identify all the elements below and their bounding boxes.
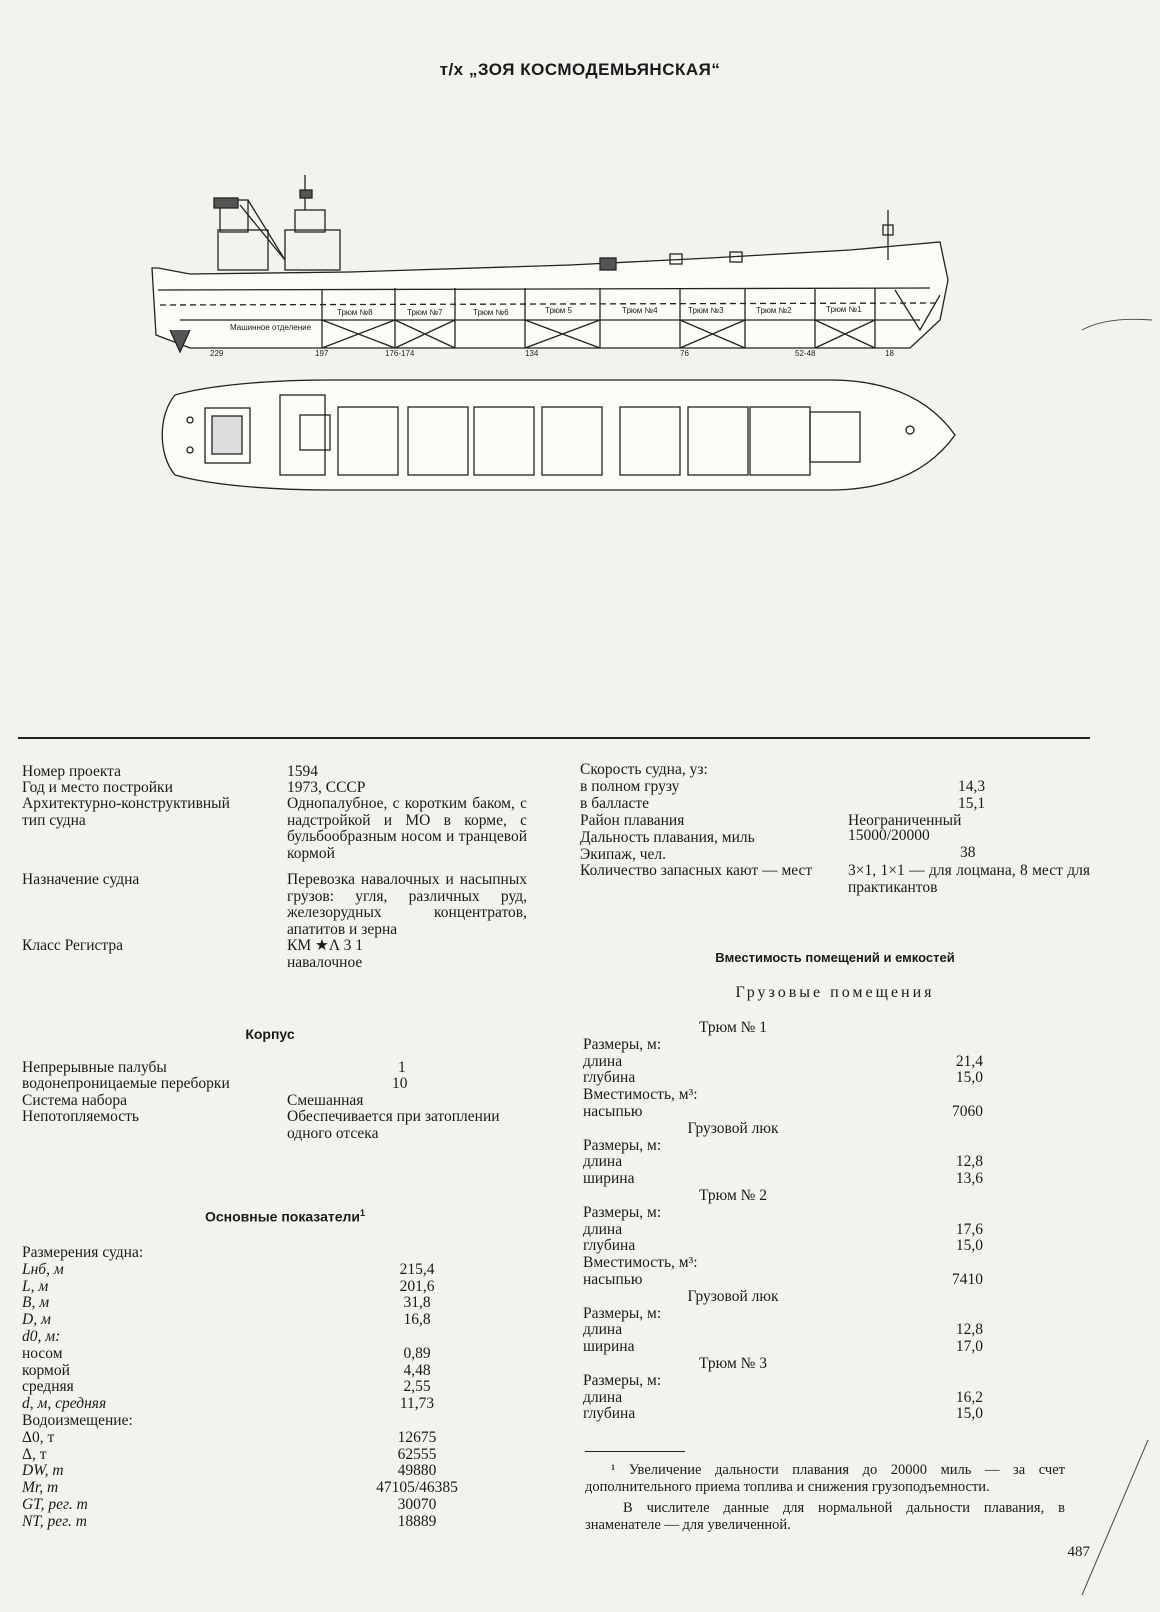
spec-label: глубина	[583, 1069, 636, 1087]
spec-label: Непотопляемость	[22, 1108, 139, 1125]
hold-label: Трюм №2	[756, 306, 792, 315]
spec-value: 15,0	[955, 1237, 983, 1255]
spec-row	[22, 1279, 542, 1296]
spec-value: Перевозка навалочных и насыпных грузов: угля, различных руд, железорудных концентратов, апатитов и зерна	[287, 871, 527, 938]
spec-value: 62555	[397, 1445, 437, 1463]
spec-value: 12,8	[955, 1153, 983, 1171]
spec-label: кормой	[22, 1361, 70, 1379]
hold-label: Трюм №6	[473, 308, 509, 317]
spec-value: Смешанная	[287, 1092, 364, 1109]
main-heading	[0, 1208, 570, 1225]
spec-value: 4,48	[403, 1361, 431, 1379]
spec-label: Mr, т	[22, 1479, 59, 1497]
spec-label: B, м	[22, 1294, 50, 1312]
frame-label: 229	[210, 349, 224, 358]
spec-row	[583, 1406, 1013, 1423]
spec-value: 17,6	[955, 1220, 983, 1238]
spec-row	[22, 1363, 542, 1380]
spec-label: ширина	[583, 1338, 635, 1356]
hold-label: Трюм №3	[688, 306, 724, 315]
spec-row	[583, 1255, 1013, 1272]
spec-label: Непрерывные палубы	[22, 1059, 167, 1076]
hold-label: Трюм №1	[826, 305, 862, 314]
hold-label: Трюм №7	[407, 308, 443, 317]
spec-label: Система набора	[22, 1092, 128, 1109]
spec-row	[22, 1396, 542, 1413]
spec-label: Размеры, м:	[583, 1136, 662, 1154]
hold-label: Трюм №4	[622, 306, 658, 315]
spec-label: в полном грузу	[580, 778, 680, 795]
spec-value	[362, 1245, 472, 1262]
spec-value: 30070	[397, 1495, 437, 1513]
section-divider	[18, 737, 1090, 739]
spec-value: 47105/46385	[376, 1479, 458, 1497]
footnote-rule	[585, 1451, 685, 1452]
spec-label: глубина	[583, 1237, 636, 1255]
footnote-ref: 1	[360, 1208, 366, 1218]
spec-row	[22, 1329, 542, 1346]
ship-drawing	[150, 170, 980, 510]
spec-value: 21,4	[955, 1052, 983, 1070]
spec-row	[22, 1463, 542, 1480]
spec-value: 15,0	[955, 1069, 983, 1087]
frame-label: 18	[885, 349, 894, 358]
spec-row	[583, 1306, 1013, 1323]
spec-label: Дальность плавания, миль	[580, 829, 755, 846]
spec-row	[22, 1514, 542, 1531]
spec-label: длина	[583, 1220, 623, 1238]
spec-label: в балласте	[580, 795, 649, 812]
spec-label: Размеры, м:	[583, 1371, 662, 1389]
spec-value: 215,4	[399, 1260, 435, 1278]
spec-row	[583, 1054, 1013, 1071]
spec-label: GT, рег. т	[22, 1495, 88, 1513]
spec-label: Размеры, м:	[583, 1203, 662, 1221]
spec-value	[923, 1255, 983, 1272]
spec-value: 0,89	[403, 1344, 431, 1362]
section-title: Трюм № 1	[698, 1019, 768, 1036]
spec-row	[22, 1497, 542, 1514]
spec-row	[583, 1238, 1013, 1255]
frame-label: 52-48	[795, 349, 816, 358]
spec-value	[362, 1329, 472, 1346]
spec-value: 16,2	[955, 1388, 983, 1406]
spec-value: 31,8	[403, 1294, 431, 1312]
scan-mark	[1080, 1440, 1150, 1600]
footnote-1: ¹ Увеличение дальности плавания до 20000 миль — за счет дополнительного приема топлива и снижения грузоподъемности.	[585, 1462, 1065, 1495]
spec-label: Δ, т	[22, 1445, 47, 1463]
spec-label: глубина	[583, 1405, 636, 1423]
spec-value: 201,6	[399, 1277, 435, 1295]
engine-room-label: Машинное отделение	[230, 323, 312, 332]
section-title: Трюм № 2	[698, 1186, 768, 1204]
spec-label: Водоизмещение:	[22, 1411, 133, 1429]
spec-value: 11,73	[399, 1395, 435, 1413]
spec-value: 3×1, 1×1 — для лоцмана, 8 мест для практикантов	[848, 862, 1090, 896]
spec-row	[22, 1480, 542, 1497]
spec-value: 1594	[287, 763, 318, 780]
spec-row	[22, 1447, 542, 1464]
spec-row	[22, 1312, 542, 1329]
spec-label: d0, м:	[22, 1327, 61, 1345]
spec-value: 17,0	[955, 1338, 983, 1356]
capacity-heading: Вместимость помещений и емкостей	[715, 950, 955, 965]
page-number: 487	[1067, 1544, 1090, 1560]
spec-row	[583, 1087, 1013, 1104]
spec-label: Назначение судна	[22, 871, 140, 888]
spec-value: Неограниченный	[848, 812, 962, 829]
spec-value: 10	[392, 1075, 408, 1092]
spec-value: 18889	[397, 1512, 437, 1530]
spec-row	[583, 1373, 1013, 1390]
hull-heading: Корпус	[245, 1026, 295, 1042]
spec-row	[22, 1295, 542, 1312]
spec-label: насыпью	[583, 1102, 643, 1120]
spec-label: Lнб, м	[22, 1260, 64, 1278]
main-heading-text: Основные показатели	[204, 1208, 361, 1225]
spec-value	[923, 1087, 983, 1104]
spec-label: Год и место постройки	[22, 779, 173, 796]
spec-row	[583, 1322, 1013, 1339]
spec-label: Количество запасных кают — мест	[580, 862, 813, 879]
spec-label: Номер проекта	[22, 763, 121, 780]
spec-row	[583, 1070, 1013, 1087]
spec-value	[923, 1306, 983, 1323]
spec-label: Размеры, м:	[583, 1304, 662, 1322]
spec-value: 14,3	[958, 778, 986, 795]
spec-value: 12675	[397, 1428, 437, 1446]
spec-label: Размерения судна:	[22, 1244, 144, 1261]
spec-value: 2,55	[403, 1378, 431, 1396]
spec-value: 7410	[952, 1270, 983, 1288]
spec-row	[583, 1272, 1013, 1289]
spec-label: длина	[583, 1052, 623, 1070]
spec-row	[583, 1171, 1013, 1188]
section-title: Трюм № 3	[698, 1354, 768, 1372]
spec-label: d, м, средняя	[22, 1395, 107, 1413]
spec-label: Δ0, т	[22, 1428, 55, 1446]
spec-label: Вместимость, м³:	[583, 1254, 698, 1272]
main-specs	[22, 1245, 542, 1531]
frame-label: 197	[315, 349, 329, 358]
cargo-holds-list	[583, 1020, 1013, 1423]
spec-row	[583, 1390, 1013, 1407]
spec-value	[923, 1205, 983, 1222]
spec-row	[22, 1245, 542, 1262]
spec-row	[22, 1379, 542, 1396]
plan-view	[162, 380, 955, 490]
spec-value: 38	[960, 844, 976, 861]
spec-value	[923, 1138, 983, 1155]
hold-label: Трюм 5	[545, 306, 572, 315]
spec-label: ширина	[583, 1170, 635, 1188]
spec-value: 15000/20000	[848, 827, 930, 844]
spec-row	[583, 1104, 1013, 1121]
spec-label: длина	[583, 1388, 623, 1406]
spec-value	[362, 1413, 472, 1430]
spec-value: 7060	[952, 1102, 983, 1120]
spec-label: носом	[22, 1344, 63, 1362]
spec-label: длина	[583, 1153, 623, 1171]
spec-value: 1	[398, 1059, 406, 1076]
spec-value: Однопалубное, с коротким баком, с надстройкой и МО в корме, с бульбообразным носом и транцевой кормой	[287, 795, 527, 862]
spec-value: 49880	[397, 1462, 437, 1480]
spec-row	[583, 1205, 1013, 1222]
spec-row	[22, 1346, 542, 1363]
spec-row	[583, 1154, 1013, 1171]
spec-label: NT, рег. т	[22, 1512, 87, 1530]
spec-label: DW, т	[22, 1462, 64, 1480]
footnote-2: В числителе данные для нормальной дальности плавания, в знаменателе — для увеличенной.	[585, 1500, 1065, 1533]
spec-label: Размеры, м:	[583, 1035, 662, 1053]
spec-row	[583, 1222, 1013, 1239]
spec-row	[583, 1339, 1013, 1356]
spec-value: 15,1	[958, 795, 986, 812]
spec-label: L, м	[22, 1277, 49, 1295]
frame-label: 176-174	[385, 349, 415, 358]
section-title: Грузовой люк	[687, 1287, 779, 1305]
scan-mark	[1080, 300, 1155, 340]
spec-label: средняя	[22, 1378, 74, 1396]
spec-row	[22, 1262, 542, 1279]
spec-label: насыпью	[583, 1270, 643, 1288]
frame-label: 134	[525, 349, 539, 358]
spec-row	[22, 1430, 542, 1447]
spec-value: 1973, СССР	[287, 779, 366, 796]
frame-label: 76	[680, 349, 689, 358]
spec-row	[22, 1413, 542, 1430]
spec-label: Район плавания	[580, 812, 685, 829]
spec-label: Экипаж, чел.	[580, 846, 666, 863]
spec-row	[583, 1138, 1013, 1155]
section-title: Грузовой люк	[687, 1119, 779, 1137]
spec-value: Обеспечивается при затоплении одного отсека	[287, 1108, 500, 1142]
spec-label: Скорость судна, уз:	[580, 761, 708, 778]
spec-label: Архитектурно-конструктивный тип судна	[22, 795, 230, 829]
spec-label: D, м	[22, 1311, 51, 1329]
spec-value: 13,6	[955, 1170, 983, 1188]
spec-value: 15,0	[955, 1405, 983, 1423]
hold-label: Трюм №8	[337, 308, 373, 317]
spec-label: Класс Регистра	[22, 937, 124, 954]
page-title: т/х „ЗОЯ КОСМОДЕМЬЯНСКАЯ“	[439, 60, 721, 79]
spec-value	[923, 1373, 983, 1390]
spec-row	[583, 1037, 1013, 1054]
capacity-subheading: Грузовые помещения	[735, 984, 935, 1001]
spec-value	[923, 1037, 983, 1054]
spec-label: длина	[583, 1321, 623, 1339]
spec-label: Вместимость, м³:	[583, 1086, 698, 1104]
spec-value: 16,8	[403, 1311, 431, 1329]
spec-value: КМ ★Λ 3 1 навалочное	[287, 937, 363, 971]
spec-label: водонепроницаемые переборки	[22, 1075, 230, 1092]
spec-value: 12,8	[955, 1321, 983, 1339]
